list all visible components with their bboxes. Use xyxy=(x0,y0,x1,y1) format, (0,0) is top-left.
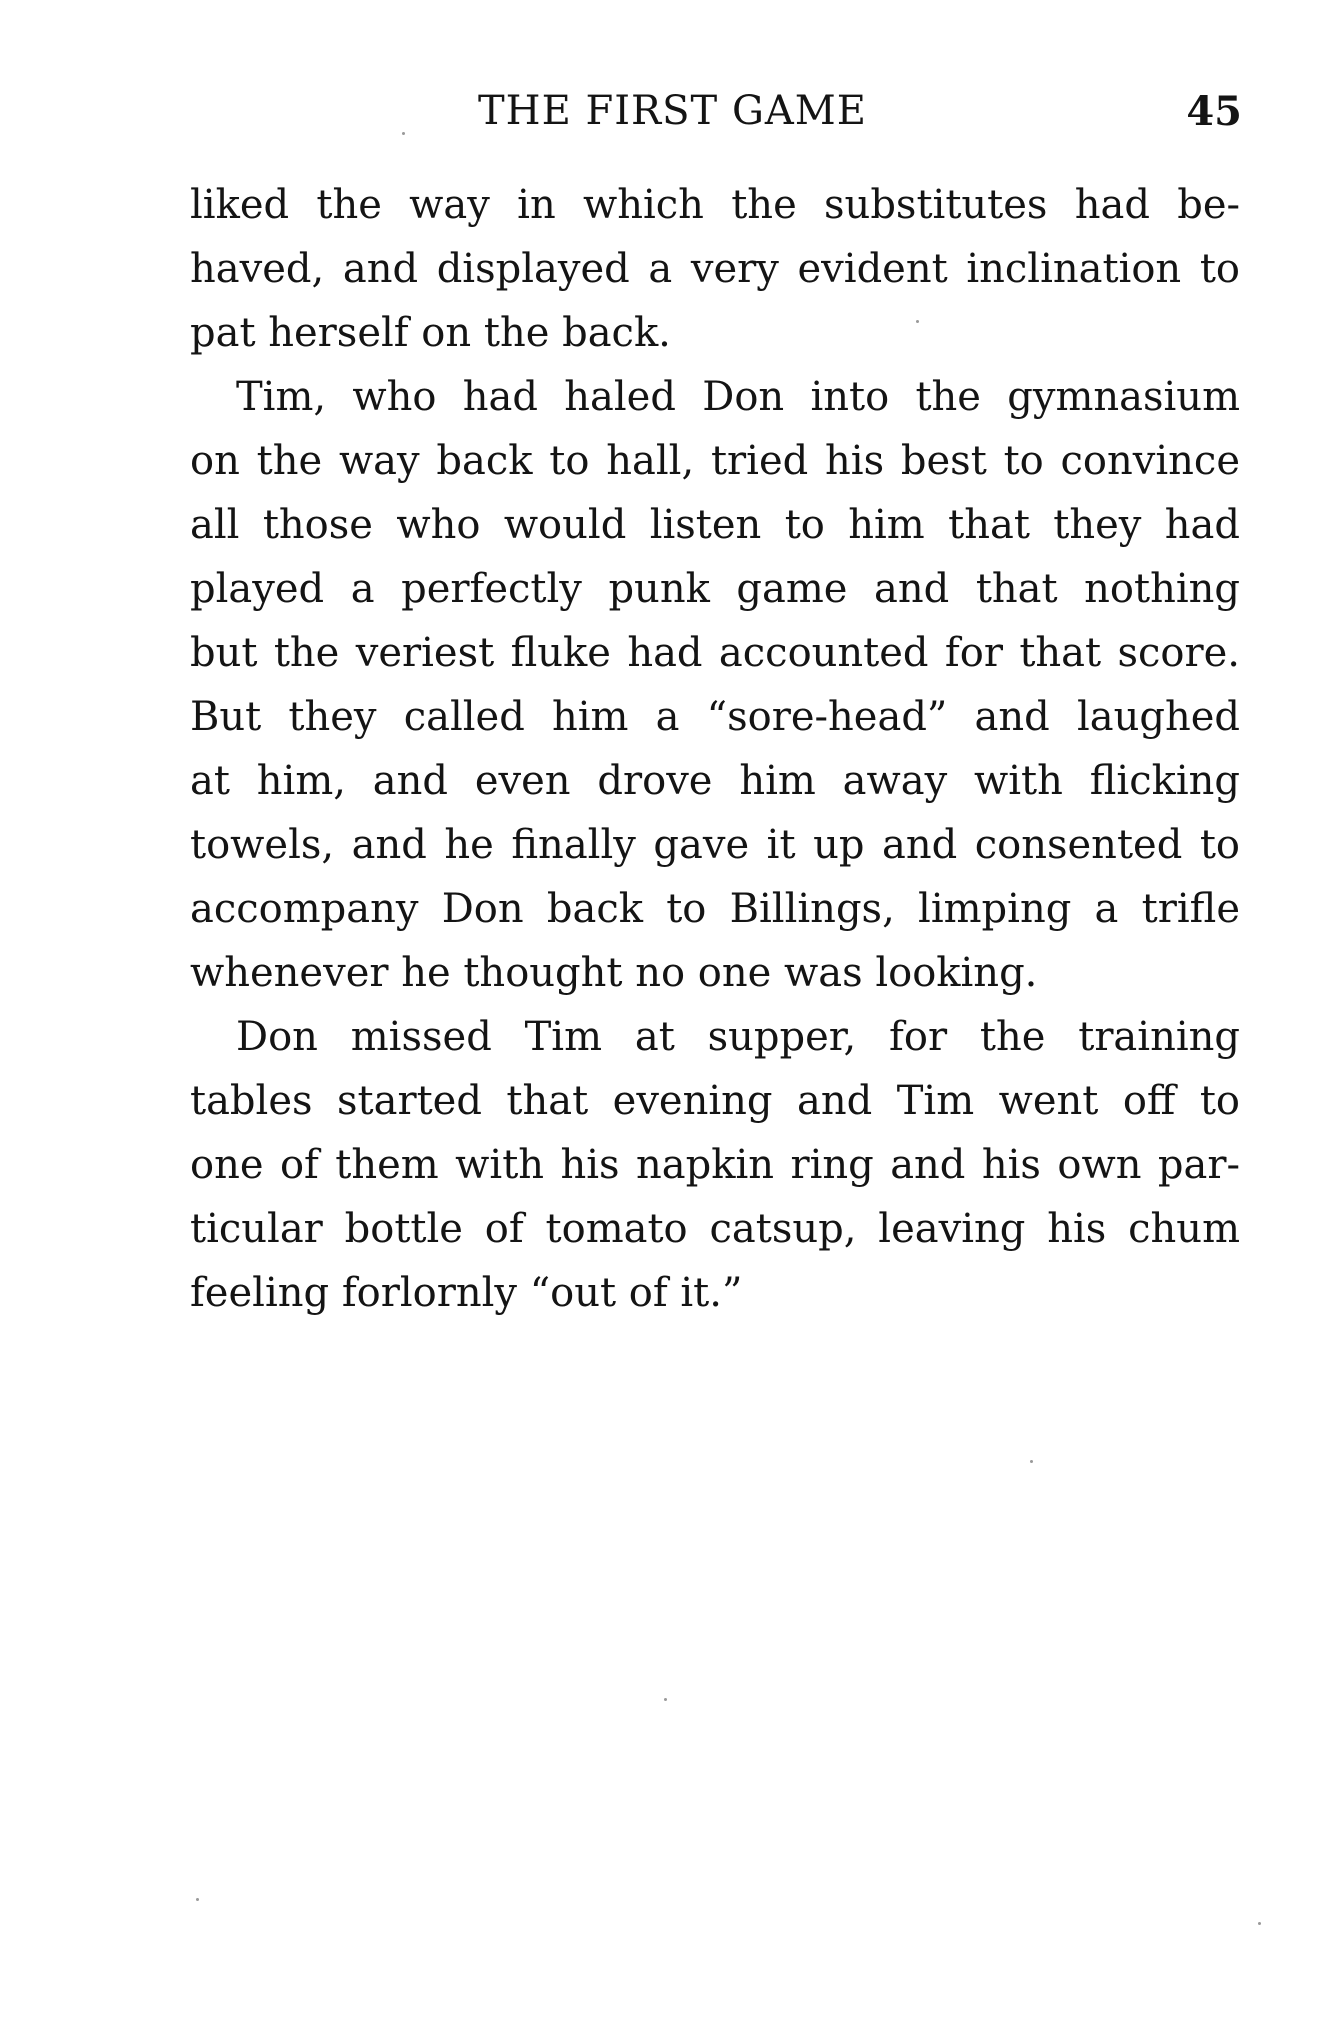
text-line: tables started that evening and Tim went off to xyxy=(190,1078,1240,1124)
body-text xyxy=(190,173,1240,1325)
text-line: pat herself on the back. xyxy=(190,310,671,356)
text-line: but the veriest fluke had accounted for that score. xyxy=(190,630,1240,676)
text-line: ticular bottle of tomato catsup, leaving his chum xyxy=(190,1206,1240,1252)
text-line: haved, and displayed a very evident inclination to xyxy=(190,246,1240,292)
scan-speck xyxy=(664,1698,667,1701)
running-head-title: THE FIRST GAME xyxy=(478,88,867,134)
text-line: towels, and he finally gave it up and consented to xyxy=(190,822,1240,868)
paragraph xyxy=(190,365,1240,1005)
text-line: liked the way in which the substitutes had be- xyxy=(190,182,1240,228)
text-line: at him, and even drove him away with flicking xyxy=(190,758,1240,804)
text-line: But they called him a “sore-head” and laughed xyxy=(190,694,1240,740)
scan-speck xyxy=(196,1898,199,1901)
text-line: played a perfectly punk game and that nothing xyxy=(190,566,1240,612)
text-line: all those who would listen to him that they had xyxy=(190,502,1240,548)
text-line: one of them with his napkin ring and his own par- xyxy=(190,1142,1240,1188)
scan-speck xyxy=(1030,1460,1033,1463)
text-line: feeling forlornly “out of it.” xyxy=(190,1270,743,1316)
text-line: whenever he thought no one was looking. xyxy=(190,950,1038,996)
scan-speck xyxy=(402,132,405,135)
text-line: on the way back to hall, tried his best to convince xyxy=(190,438,1240,484)
scan-speck xyxy=(916,320,919,323)
page-number: 45 xyxy=(1186,88,1242,135)
text-line: Don missed Tim at supper, for the training xyxy=(236,1014,1240,1060)
scan-speck xyxy=(1258,1922,1261,1925)
text-line: Tim, who had haled Don into the gymnasium xyxy=(236,374,1240,420)
paragraph xyxy=(190,1005,1240,1325)
text-line: accompany Don back to Billings, limping a trifle xyxy=(190,886,1240,932)
running-head xyxy=(190,88,1250,138)
paragraph xyxy=(190,173,1240,365)
